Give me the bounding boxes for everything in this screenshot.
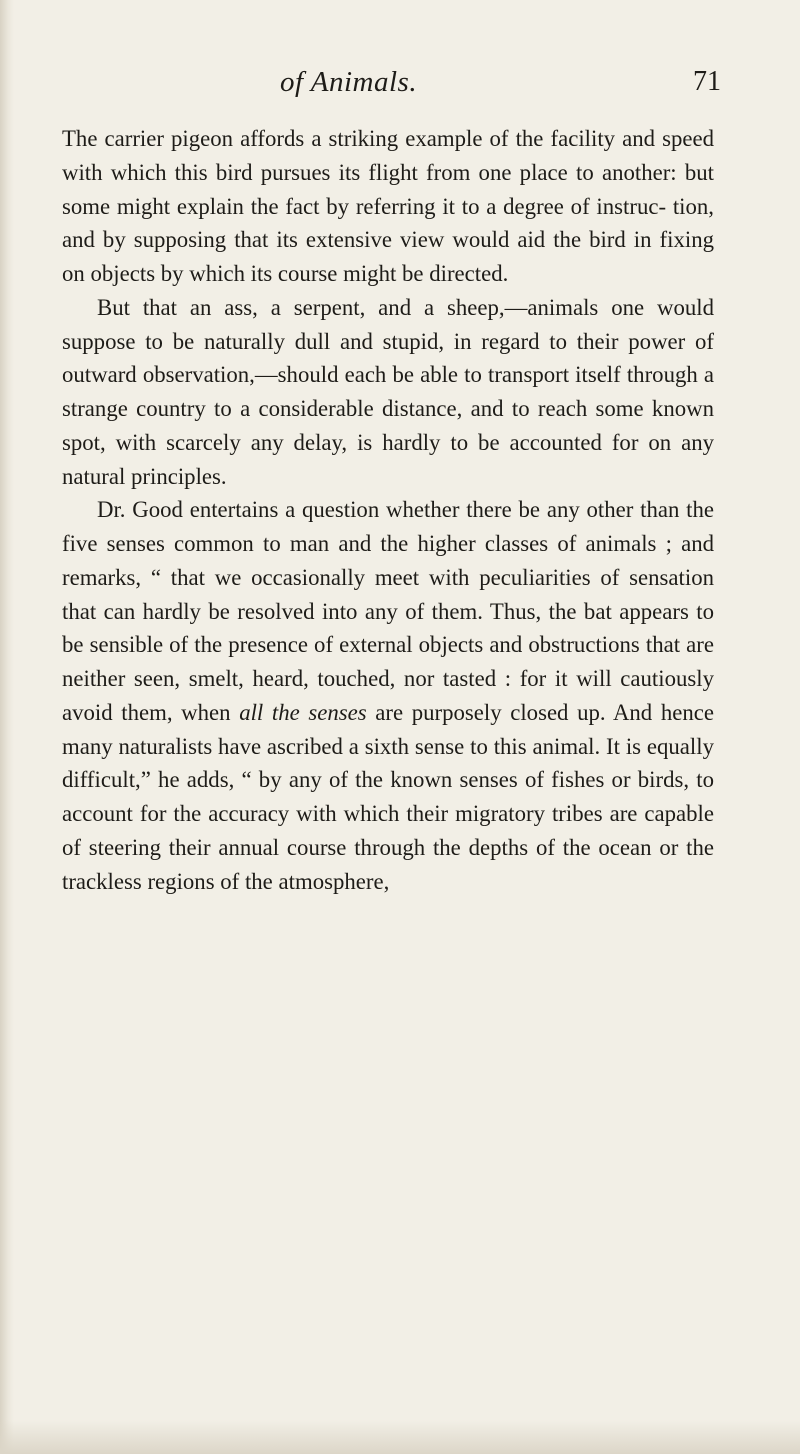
paragraph-3-part-a: Dr. Good entertains a question whether there be any other than the five senses common to man and the higher classes of animals ; and remarks, “ that we occasionally meet with peculiarities of sensation that can hardly be resolved into any of them. Thus, the bat appears to be sensible of the presence of external objects and obstructions that are neither seen, smelt, heard, touched, nor tasted : for it will cautiously avoid them, when: [62, 497, 714, 725]
bottom-edge-shadow: [0, 1420, 800, 1454]
running-title: of Animals.: [280, 66, 418, 98]
paragraph-3-part-b: are purposely closed up. And hence many naturalists have ascribed a sixth sense to this animal. It is equally difficult,” he adds, “ by any of the known senses of fishes or birds, to account for the accuracy with which their migratory tribes are capable of steering their annual course through the depths of the ocean or the trackless regions of the atmosphere,: [62, 699, 714, 894]
paragraph-3: [62, 493, 714, 898]
paragraph-1: The carrier pigeon affords a striking example of the facility and speed with which this bird pursues its flight from one place to another: but some might explain the fact by referring it to a degree of instruc- tion, and by supposing that its extensive view would aid the bird in fixing on objects by which its course might be directed.: [62, 126, 714, 286]
running-head: [0, 66, 800, 106]
body-text: [62, 122, 714, 898]
paragraph-2: But that an ass, a serpent, and a sheep,—animals one would suppose to be naturally dull and stupid, in regard to their power of outward observation,—should each be able to transport itself through a strange country to a considerable distance, and to reach some known spot, with scarcely any delay, is hardly to be accounted for on any natural principles.: [62, 294, 714, 489]
page-number: 71: [693, 66, 721, 97]
emphasis-all-the-senses: all the senses: [239, 699, 367, 725]
binding-shadow: [0, 0, 14, 1454]
